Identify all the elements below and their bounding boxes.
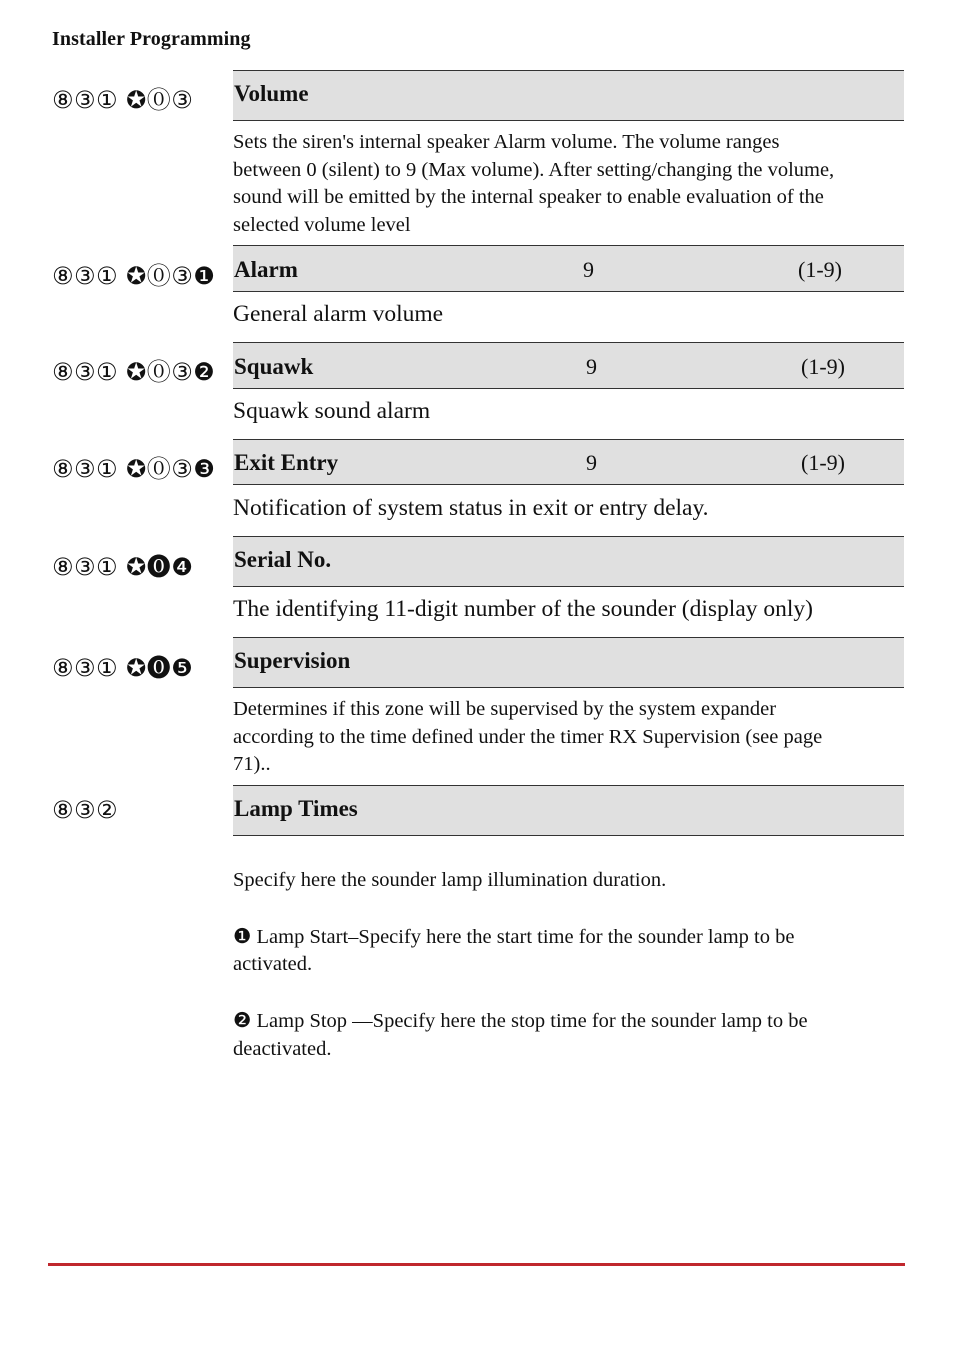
section-description-exit-entry: Notification of system status in exit or entry delay. <box>233 495 709 521</box>
section-code-alarm: ⑧③① ✪⓪③❶ <box>52 262 216 290</box>
page-header: Installer Programming <box>52 28 251 50</box>
section-description-supervision: Determines if this zone will be supervised by the system expander according to the time defined under the timer RX Supervision (see page 71).. <box>233 698 823 775</box>
footer-rule <box>48 1263 905 1266</box>
section-title-alarm: Alarm <box>234 257 298 282</box>
lamp-start-item: ❶ Lamp Start–Specify here the start time for the sounder lamp to be activated. <box>233 925 795 975</box>
section-code-lamp-times: ⑧③② <box>52 796 119 824</box>
lamp-times-intro: Specify here the sounder lamp illumination duration. <box>233 868 667 891</box>
section-bar-exit-entry <box>233 439 904 485</box>
section-title-volume: Volume <box>234 81 309 106</box>
section-title-squawk: Squawk <box>234 354 314 379</box>
section-range-alarm: (1-9) <box>798 257 842 282</box>
section-description-serial-no: The identifying 11-digit number of the sounder (display only) <box>233 596 813 622</box>
section-range-squawk: (1-9) <box>801 354 845 379</box>
section-code-serial-no: ⑧③① ✪⓿❹ <box>52 553 194 581</box>
section-bar-volume <box>233 70 904 121</box>
section-default-squawk: 9 <box>586 354 597 379</box>
section-title-lamp-times: Lamp Times <box>234 796 358 821</box>
section-code-supervision: ⑧③① ✪⓿❺ <box>52 654 194 682</box>
section-bar-supervision <box>233 637 904 688</box>
section-description-alarm: General alarm volume <box>233 301 444 327</box>
section-title-supervision: Supervision <box>234 648 351 673</box>
section-description-volume: Sets the siren's internal speaker Alarm volume. The volume ranges between 0 (silent) to 9 (Max volume). After setting/changing the volume, sound will be emitted by the internal speaker to enable evaluation of the selected volume level <box>233 131 835 236</box>
section-bar-squawk <box>233 342 904 389</box>
section-default-exit-entry: 9 <box>586 450 597 475</box>
section-range-exit-entry: (1-9) <box>801 450 845 475</box>
section-code-exit-entry: ⑧③① ✪⓪③❸ <box>52 455 216 483</box>
section-default-alarm: 9 <box>583 257 594 282</box>
section-bar-alarm <box>233 245 904 292</box>
section-code-volume: ⑧③① ✪⓪③ <box>52 86 194 114</box>
section-description-lamp-times <box>233 839 904 1091</box>
section-bar-serial-no <box>233 536 904 587</box>
lamp-stop-item: ❷ Lamp Stop —Specify here the stop time for the sounder lamp to be deactivated. <box>233 1010 808 1060</box>
section-title-exit-entry: Exit Entry <box>234 450 339 475</box>
section-title-serial-no: Serial No. <box>234 547 332 572</box>
section-description-squawk: Squawk sound alarm <box>233 398 431 424</box>
section-code-squawk: ⑧③① ✪⓪③❷ <box>52 358 216 386</box>
section-bar-lamp-times <box>233 785 904 836</box>
